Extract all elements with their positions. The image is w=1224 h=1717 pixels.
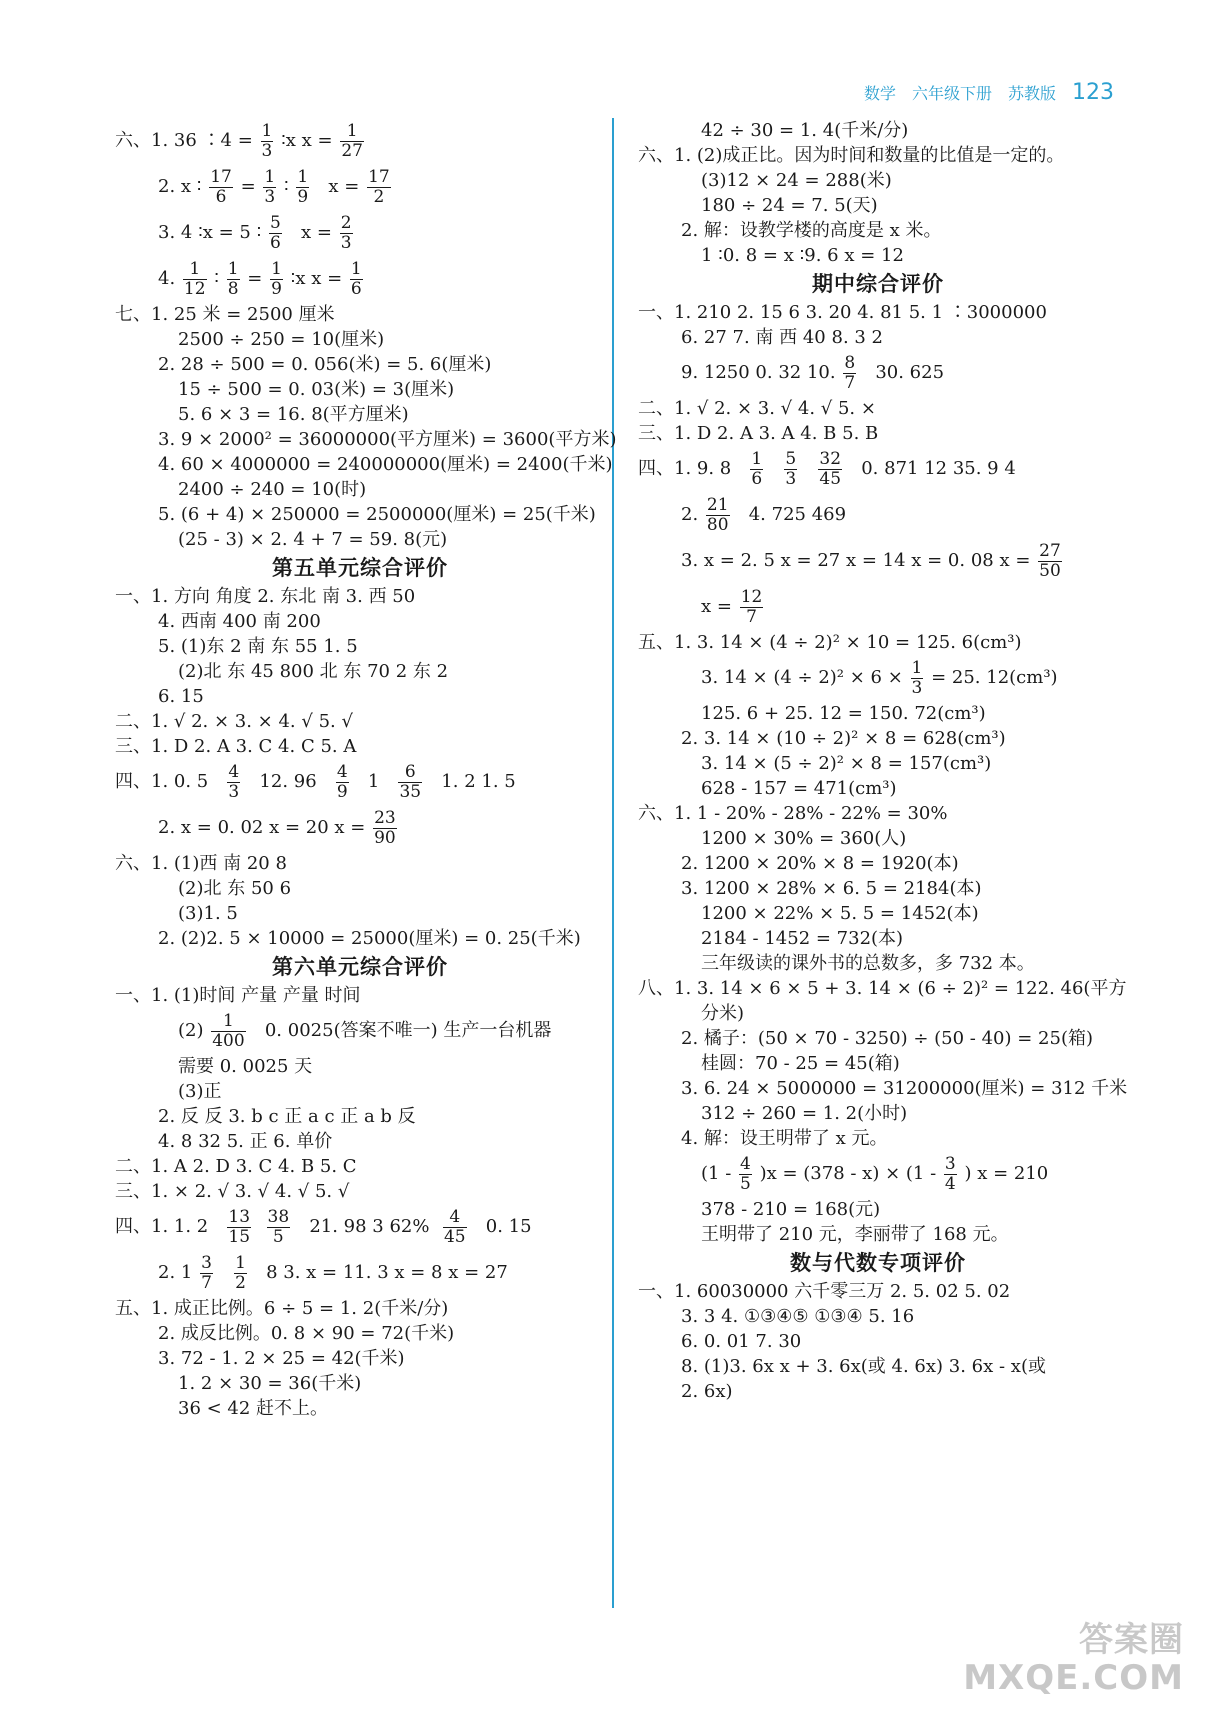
- answer-line: 180 ÷ 24 = 7. 5(天): [701, 195, 878, 216]
- watermark-text: 答案圈: [1079, 1620, 1184, 1660]
- answer-line: x = $\frac{12}{7}$: [701, 586, 763, 627]
- answer-line: (3)正: [178, 1081, 222, 1102]
- answer-line: 五、1. 成正比例。6 ÷ 5 = 1. 2(千米/分): [115, 1298, 449, 1319]
- watermark-url: MXQE.COM: [963, 1658, 1184, 1698]
- left-column: [115, 118, 617, 1421]
- answer-line: 8. (1)3. 6x x + 3. 6x(或 4. 6x) 3. 6x - x(或: [681, 1356, 1046, 1377]
- answer-line: 三、1. × 2. √ 3. √ 4. √ 5. √: [115, 1181, 350, 1202]
- answer-line: 五、1. 3. 14 × (4 ÷ 2)² × 10 = 125. 6(cm³): [638, 632, 1022, 653]
- answer-line: 2. 解：设教学楼的高度是 x 米。: [681, 220, 942, 241]
- answer-line: 3. 3 4. ①③④⑤ ①③④ 5. 16: [681, 1306, 915, 1327]
- answer-line: 36 < 42 赶不上。: [178, 1398, 329, 1419]
- answer-line: 4. 8 32 5. 正 6. 单价: [158, 1131, 333, 1152]
- answer-line: 四、1. 0. 5 $\frac{4}{3}$ 12. 96 $\frac{4}{9}$ 1 $\frac{6}{35}$ 1. 2 1. 5: [115, 761, 516, 802]
- answer-line: 5. (1)东 2 南 东 55 1. 5: [158, 636, 358, 657]
- answer-line: 二、1. √ 2. × 3. × 4. √ 5. √: [115, 711, 353, 732]
- subject-label: 数学: [863, 84, 896, 103]
- edition-label: 苏教版: [1007, 84, 1056, 103]
- answer-line: 3. 4 ∶x = 5 ∶ $\frac{5}{6}$ x = $\frac{2}{3}$: [158, 212, 352, 253]
- answer-line: 15 ÷ 500 = 0. 03(米) = 3(厘米): [178, 379, 455, 400]
- answer-line: 2. 橘子：(50 × 70 - 3250) ÷ (50 - 40) = 25(箱): [681, 1028, 1093, 1049]
- answer-line: 二、1. √ 2. × 3. √ 4. √ 5. ×: [638, 398, 876, 419]
- answer-line: 三年级读的课外书的总数多，多 732 本。: [701, 953, 1035, 974]
- answer-line: 王明带了 210 元，李丽带了 168 元。: [701, 1224, 1009, 1245]
- answer-line: 3. 72 - 1. 2 × 25 = 42(千米): [158, 1348, 405, 1369]
- answer-line: (2)北 东 50 6: [178, 878, 292, 899]
- answer-line: 9. 1250 0. 32 10. $\frac{8}{7}$ 30. 625: [681, 352, 945, 393]
- answer-line: 4. 60 × 4000000 = 240000000(厘米) = 2400(千米): [158, 454, 613, 475]
- answer-line: 4. $\frac{1}{12}$ ∶ $\frac{1}{8}$ = $\frac{1}{9}$ ∶x x = $\frac{1}{6}$: [158, 258, 362, 299]
- answer-line: 一、1. 方向 角度 2. 东北 南 3. 西 50: [115, 586, 416, 607]
- answer-line: 4. 解：设王明带了 x 元。: [681, 1128, 888, 1149]
- answer-line: 312 ÷ 260 = 1. 2(小时): [701, 1103, 908, 1124]
- answer-line: 一、1. 210 2. 15 6 3. 20 4. 81 5. 1 ∶3000000: [638, 302, 1047, 323]
- answer-line: 2. 3. 14 × (10 ÷ 2)² × 8 = 628(cm³): [681, 728, 1006, 749]
- answer-line: 1. 2 × 30 = 36(千米): [178, 1373, 362, 1394]
- answer-line: 三、1. D 2. A 3. C 4. C 5. A: [115, 736, 357, 757]
- answer-line: 2. 1 $\frac{3}{7}$ $\frac{1}{2}$ 8 3. x = 11. 3 x = 8 x = 27: [158, 1252, 508, 1293]
- answer-line: 2. $\frac{21}{80}$ 4. 725 469: [681, 494, 847, 535]
- answer-line: 2. 反 反 3. b c 正 a c 正 a b 反: [158, 1106, 416, 1127]
- answer-line: 3. 14 × (5 ÷ 2)² × 8 = 157(cm³): [701, 753, 992, 774]
- answer-line: 1 ∶0. 8 = x ∶9. 6 x = 12: [701, 245, 904, 266]
- answer-line: 2. 成反比例。0. 8 × 90 = 72(千米): [158, 1323, 455, 1344]
- answer-line: 2. 1200 × 20% × 8 = 1920(本): [681, 853, 959, 874]
- answer-line: 六、1. (2)成正比。因为时间和数量的比值是一定的。: [638, 145, 1065, 166]
- answer-line: (3)1. 5: [178, 903, 238, 924]
- answer-line: 一、1. (1)时间 产量 产量 时间: [115, 985, 361, 1006]
- answer-line: 七、1. 25 米 = 2500 厘米: [115, 304, 335, 325]
- answer-line: 3. x = 2. 5 x = 27 x = 14 x = 0. 08 x = $\frac{27}{50}$: [681, 540, 1061, 581]
- answer-line: 四、1. 1. 2 $\frac{13}{15}$ $\frac{38}{5}$ 21. 98 3 62% $\frac{4}{45}$ 0. 15: [115, 1206, 532, 1247]
- answer-line: 2184 - 1452 = 732(本): [701, 928, 904, 949]
- answer-line: (1 - $\frac{4}{5}$ )x = (378 - x) × (1 - $\frac{3}{4}$ ) x = 210: [701, 1153, 1049, 1194]
- answer-line: 6. 0. 01 7. 30: [681, 1331, 802, 1352]
- answer-line: 分米): [701, 1003, 745, 1024]
- right-column: [638, 118, 1128, 1404]
- answer-line: 42 ÷ 30 = 1. 4(千米/分): [701, 120, 909, 141]
- answer-line: 6. 15: [158, 686, 204, 707]
- answer-line: 三、1. D 2. A 3. A 4. B 5. B: [638, 423, 879, 444]
- answer-line: 2. x = 0. 02 x = 20 x = $\frac{23}{90}$: [158, 807, 396, 848]
- section-title: 期中综合评价: [812, 272, 944, 296]
- answer-line: 二、1. A 2. D 3. C 4. B 5. C: [115, 1156, 357, 1177]
- answer-line: (25 - 3) × 2. 4 + 7 = 59. 8(元): [178, 529, 448, 550]
- answer-line: 2. 6x): [681, 1381, 733, 1402]
- answer-line: (3)12 × 24 = 288(米): [701, 170, 892, 191]
- answer-line: 六、1. (1)西 南 20 8: [115, 853, 287, 874]
- column-divider: [612, 118, 614, 1608]
- section-title: 第六单元综合评价: [272, 955, 448, 979]
- section-title: 数与代数专项评价: [790, 1251, 966, 1275]
- answer-line: 2500 ÷ 250 = 10(厘米): [178, 329, 385, 350]
- answer-line: 2. (2)2. 5 × 10000 = 25000(厘米) = 0. 25(千米): [158, 928, 581, 949]
- answer-line: 3. 9 × 2000² = 36000000(平方厘米) = 3600(平方米): [158, 429, 617, 450]
- answer-line: 6. 27 7. 南 西 40 8. 3 2: [681, 327, 884, 348]
- page-number: 123: [1072, 80, 1114, 105]
- answer-line: 一、1. 60030000 六千零三万 2. 5. 02̇ 5. 02: [638, 1281, 1011, 1302]
- answer-line: 2. x ∶ $\frac{17}{6}$ = $\frac{1}{3}$ ∶ $\frac{1}{9}$ x = $\frac{17}{2}$: [158, 166, 390, 207]
- answer-line: 378 - 210 = 168(元): [701, 1199, 881, 1220]
- answer-line: 桂圆：70 - 25 = 45(箱): [701, 1053, 900, 1074]
- answer-line: (2)北 东 45 800 北 东 70 2 东 2: [178, 661, 449, 682]
- answer-line: 5. 6 × 3 = 16. 8(平方厘米): [178, 404, 409, 425]
- page-header: [864, 80, 1114, 105]
- answer-line: 4. 西南 400 南 200: [158, 611, 321, 632]
- answer-line: 3. 1200 × 28% × 6. 5 = 2184(本): [681, 878, 982, 899]
- answer-line: 需要 0. 0025 天: [178, 1056, 313, 1077]
- answer-line: 八、1. 3. 14 × 6 × 5 + 3. 14 × (6 ÷ 2)² = 122. 46(平方: [638, 978, 1127, 999]
- section-title: 第五单元综合评价: [272, 556, 448, 580]
- answer-line: (2) $\frac{1}{400}$ 0. 0025(答案不唯一) 生产一台机器: [178, 1010, 552, 1051]
- answer-line: 1200 × 22% × 5. 5 = 1452(本): [701, 903, 979, 924]
- answer-line: 628 - 157 = 471(cm³): [701, 778, 897, 799]
- answer-line: 六、1. 36 ∶4 = $\frac{1}{3}$ ∶x x = $\frac{1}{27}$: [115, 120, 363, 161]
- answer-line: 六、1. 1 - 20% - 28% - 22% = 30%: [638, 803, 948, 824]
- answer-line: 2. 28 ÷ 500 = 0. 056(米) = 5. 6(厘米): [158, 354, 492, 375]
- answer-line: 3. 6. 24 × 5000000 = 31200000(厘米) = 312 千米: [681, 1078, 1128, 1099]
- answer-line: 125. 6 + 25. 12 = 150. 72(cm³): [701, 703, 986, 724]
- answer-line: 2400 ÷ 240 = 10(时): [178, 479, 367, 500]
- answer-line: 四、1. 9. 8 $\frac{1}{6}$ $\frac{5}{3}$ $\frac{32}{45}$ 0. 871 12 35. 9 4: [638, 448, 1016, 489]
- answer-line: 1200 × 30% = 360(人): [701, 828, 907, 849]
- answer-line: 5. (6 + 4) × 250000 = 2500000(厘米) = 25(千米): [158, 504, 596, 525]
- answer-line: 3. 14 × (4 ÷ 2)² × 6 × $\frac{1}{3}$ = 25. 12(cm³): [701, 657, 1058, 698]
- grade-label: 六年级下册: [911, 84, 992, 103]
- watermark-logo: [963, 1621, 1184, 1697]
